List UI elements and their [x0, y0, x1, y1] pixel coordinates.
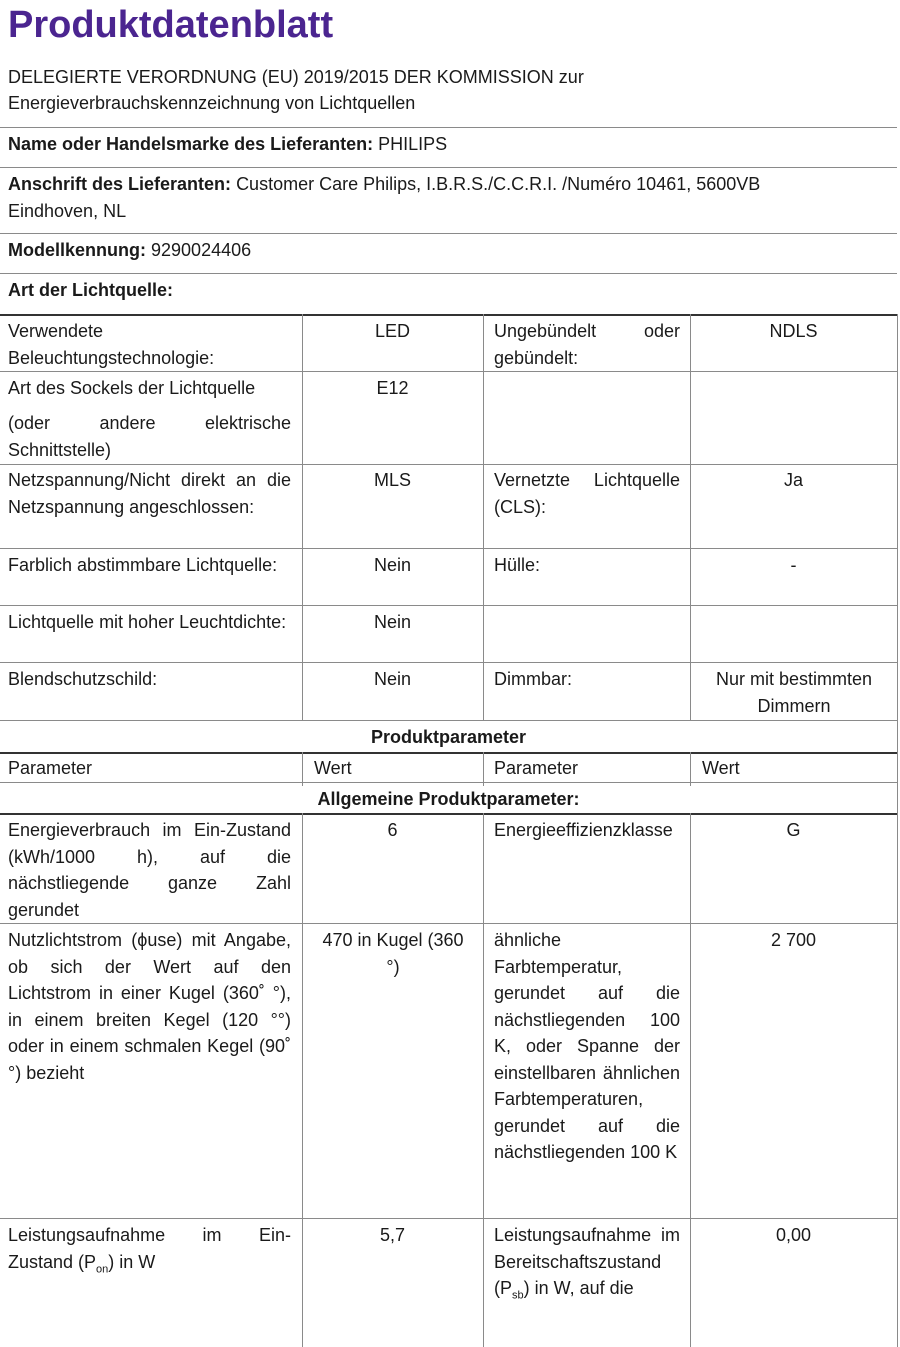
table-cell-label: Art des Sockels der Lichtquelle — [8, 378, 256, 398]
table-cell-value: Nein — [373, 555, 412, 575]
table-cell-value: 2 700 — [770, 930, 817, 950]
table-cell-label: Netzspannung/Nicht direkt an die Netzspannung angeschlossen: — [8, 470, 291, 517]
table-cell-label — [8, 1222, 291, 1275]
supplier-address-row — [8, 171, 760, 198]
supplier-address-value-2: Eindhoven, NL — [8, 201, 127, 221]
row-divider — [0, 782, 897, 783]
divider — [0, 273, 897, 274]
model-label: Modellkennung: — [8, 240, 146, 260]
product-parameters-heading: Produktparameter — [370, 727, 527, 747]
table-cell-value: LED — [374, 321, 410, 341]
divider — [0, 127, 897, 128]
row-divider — [0, 923, 897, 924]
table-cell-label: Lichtquelle mit hoher Leuchtdichte: — [8, 612, 287, 632]
regulation-line-2: Energieverbrauchskennzeichnung von Lichtquellen — [8, 93, 416, 113]
table-cell-value: NDLS — [769, 321, 818, 341]
table-cell-label — [494, 1222, 680, 1302]
table-cell-value: 0,00 — [775, 1225, 812, 1245]
table-cell-value: E12 — [376, 378, 409, 398]
table-cell-value: 470 in Kugel (360 °) — [322, 930, 464, 977]
row-divider — [0, 371, 897, 372]
regulation-line-1: DELEGIERTE VERORDNUNG (EU) 2019/2015 DER KOMMISSION zur — [8, 67, 584, 87]
table-cell-value: MLS — [373, 470, 411, 490]
row-divider — [0, 605, 897, 606]
table-top-border — [0, 314, 897, 316]
column-divider — [690, 314, 691, 720]
label-prefix: Leistungsaufnahme im Ein-Zustand (P — [8, 1225, 291, 1272]
label-subscript: on — [96, 1263, 109, 1276]
model-row — [8, 237, 251, 264]
row-divider — [0, 548, 897, 549]
table-cell-label: Vernetzte Lichtquelle (CLS): — [494, 470, 680, 517]
table-cell-value: 5,7 — [379, 1225, 406, 1245]
model-value: 9290024406 — [151, 240, 252, 260]
table-cell-value: Nein — [373, 612, 412, 632]
table-cell-value: - — [790, 555, 797, 575]
table-cell-value: 6 — [387, 820, 398, 840]
label-subscript: sb — [512, 1289, 524, 1302]
row-divider — [0, 662, 897, 663]
table-cell-label: Verwendete Beleuchtungstechnologie: — [8, 321, 215, 368]
table-cell-value: G — [786, 820, 801, 840]
table-cell-label: Nutzlichtstrom (ϕuse) mit Angabe, ob sich der Wert auf den Lichtstrom in einer Kugel (360˚ °), in einem breiten Kegel (120 °°) oder in einem schmalen Kegel (90˚ °) bezieht — [8, 930, 291, 1083]
divider — [0, 167, 897, 168]
table-cell-value: Nein — [373, 669, 412, 689]
table-cell-label: Dimmbar: — [494, 669, 573, 689]
column-divider — [897, 314, 898, 720]
table-cell-value: Nur mit bestimmten Dimmern — [715, 669, 873, 716]
label-prefix: Leistungsaufnahme im Bereitschaftszustand (P — [494, 1225, 680, 1298]
row-divider — [0, 1218, 897, 1219]
supplier-address-value: Customer Care Philips, I.B.R.S./C.C.R.I. /Numéro 10461, 5600VB — [236, 174, 761, 194]
column-header: Parameter — [494, 758, 579, 778]
supplier-name-value: PHILIPS — [378, 134, 448, 154]
table-cell-label: ähnliche Farbtemperatur, gerundet auf die nächstliegenden 100 K, oder Spanne der einstellbaren ähnlichen Farbtemperaturen, gerundet auf die nächstliegenden 100 K — [494, 930, 680, 1162]
divider — [0, 233, 897, 234]
table-cell-label: (oder andere elektrische Schnittstelle) — [8, 413, 291, 460]
row-divider — [0, 464, 897, 465]
table-cell-label: Energieeffizienzklasse — [494, 820, 673, 840]
column-divider — [897, 720, 898, 1347]
table-cell-label: Hülle: — [494, 555, 541, 575]
table-cell-label: Ungebündelt oder gebündelt: — [494, 321, 680, 368]
column-divider — [483, 314, 484, 720]
table-cell-value: Ja — [783, 470, 803, 490]
supplier-name-label: Name oder Handelsmarke des Lieferanten: — [8, 134, 374, 154]
column-header: Wert — [314, 758, 352, 778]
light-source-type-label: Art der Lichtquelle: — [8, 280, 174, 300]
column-divider — [483, 752, 484, 1347]
column-header: Wert — [702, 758, 740, 778]
label-suffix: ) in W, auf die — [523, 1278, 634, 1298]
page-title: Produktdatenblatt — [8, 4, 334, 46]
row-divider — [0, 720, 897, 721]
label-suffix: ) in W — [108, 1251, 156, 1272]
supplier-name-row — [8, 131, 447, 158]
column-header: Parameter — [8, 758, 93, 778]
table-cell-label: Farblich abstimmbare Lichtquelle: — [8, 555, 278, 575]
row-divider — [0, 752, 897, 754]
general-parameters-heading: Allgemeine Produktparameter: — [0, 786, 897, 813]
table-cell-label: Blendschutzschild: — [8, 669, 158, 689]
table-cell-label: Energieverbrauch im Ein-Zustand (kWh/1000 h), auf die nächstliegende ganze Zahl gerundet — [8, 820, 291, 920]
supplier-address-label: Anschrift des Lieferanten: — [8, 174, 232, 194]
row-divider — [0, 813, 897, 815]
